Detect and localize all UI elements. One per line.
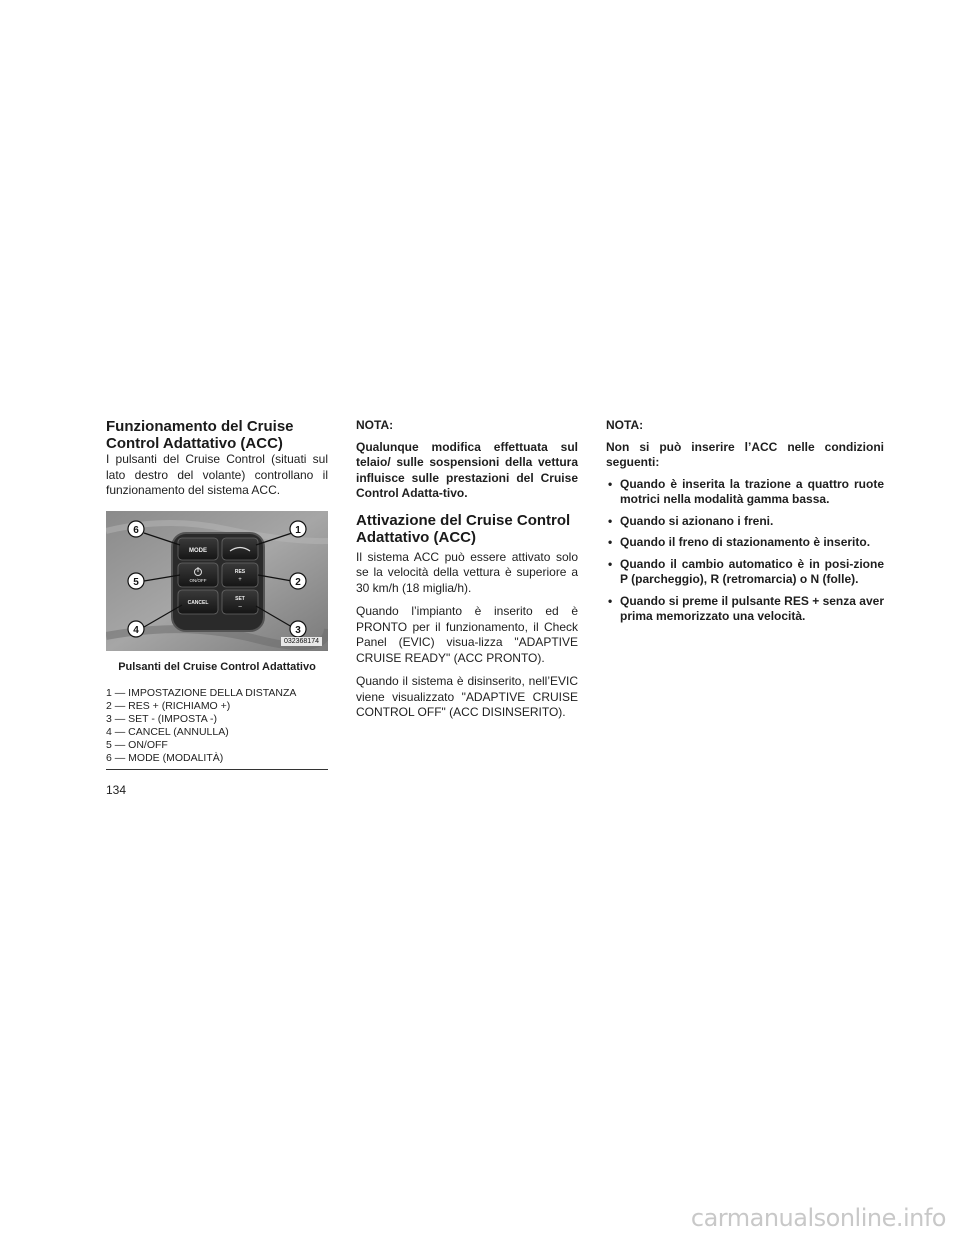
list-item: • Quando si preme il pulsante RES + senza aver prima memorizzato una velocità. bbox=[606, 594, 884, 625]
set-button-label: SET bbox=[235, 595, 245, 602]
figure-caption: Pulsanti del Cruise Control Adattativo bbox=[118, 660, 316, 673]
section-body-funzionamento: I pulsanti del Cruise Control (situati sul lato destro del volante) controllano il funzionamento del sistema ACC. bbox=[106, 452, 328, 497]
list-item: • Quando si azionano i freni. bbox=[606, 514, 884, 530]
legend-item: 6 — MODE (MODALITÀ) bbox=[106, 751, 224, 764]
watermark: carmanualsonline.info bbox=[690, 1204, 946, 1232]
callout-5-label: 5 bbox=[133, 576, 139, 588]
list-item: • Quando è inserita la trazione a quattro ruote motrici nella modalità gamma bassa. bbox=[606, 477, 884, 508]
legend-item: 4 — CANCEL (ANNULLA) bbox=[106, 725, 229, 738]
note-text: Qualunque modifica effettuata sul telaio/ sulle sospensioni della vettura influisce sulle prestazioni del Cruise Control Adatta-tivo. bbox=[356, 439, 578, 500]
column-middle bbox=[356, 418, 578, 721]
note-intro: Non si può inserire l’ACC nelle condizioni seguenti: bbox=[606, 439, 884, 469]
cruise-control-figure bbox=[106, 511, 328, 651]
cancel-button-label: CANCEL bbox=[187, 599, 209, 606]
page-number: 134 bbox=[106, 783, 127, 797]
callout-4-label: 4 bbox=[133, 624, 139, 636]
callout-1-label: 1 bbox=[295, 524, 301, 536]
section-paragraph: Quando il sistema è disinserito, nell’EVIC viene visualizzato "ADAPTIVE CRUISE CONTROL OFF" (ACC DISINSERITO). bbox=[356, 674, 578, 719]
note-label: NOTA: bbox=[356, 418, 394, 432]
mode-button-label: MODE bbox=[189, 547, 207, 554]
section-title-funzionamento: Funzionamento del Cruise Control Adattativo (ACC) bbox=[106, 418, 294, 452]
res-button-sign: + bbox=[238, 576, 242, 583]
legend-item: 1 — IMPOSTAZIONE DELLA DISTANZA bbox=[106, 686, 297, 699]
note-label: NOTA: bbox=[606, 418, 644, 432]
steering-wheel-buttons-image bbox=[106, 511, 328, 651]
column-right bbox=[606, 418, 884, 625]
callout-2-label: 2 bbox=[295, 576, 301, 588]
callout-3-label: 3 bbox=[295, 624, 301, 636]
res-button-label: RES bbox=[234, 568, 246, 575]
callout-6-label: 6 bbox=[133, 524, 139, 536]
list-item: • Quando il freno di stazionamento è inserito. bbox=[606, 535, 884, 551]
legend-item: 3 — SET - (IMPOSTA -) bbox=[106, 712, 218, 725]
list-item: • Quando il cambio automatico è in posi-zione P (parcheggio), R (retromarcia) o N (folle). bbox=[606, 557, 884, 588]
section-title-attivazione: Attivazione del Cruise Control Adattativo (ACC) bbox=[356, 511, 571, 546]
conditions-list bbox=[606, 477, 884, 625]
section-paragraph: Il sistema ACC può essere attivato solo se la velocità della vettura è superiore a 30 km/h (18 miglia/h). bbox=[356, 549, 578, 595]
figure-legend bbox=[106, 687, 328, 770]
onoff-button-label: ON/OFF bbox=[189, 577, 207, 583]
legend-item: 2 — RES + (RICHIAMO +) bbox=[106, 699, 231, 712]
legend-item: 5 — ON/OFF bbox=[106, 738, 168, 751]
section-paragraph: Quando l’impianto è inserito ed è PRONTO per il funzionamento, il Check Panel (EVIC) visua-lizza "ADAPTIVE CRUISE READY" (ACC PRONTO). bbox=[356, 604, 578, 665]
figure-code: 032368174 bbox=[281, 637, 322, 646]
set-button-sign: − bbox=[237, 603, 243, 611]
column-left bbox=[106, 418, 328, 770]
